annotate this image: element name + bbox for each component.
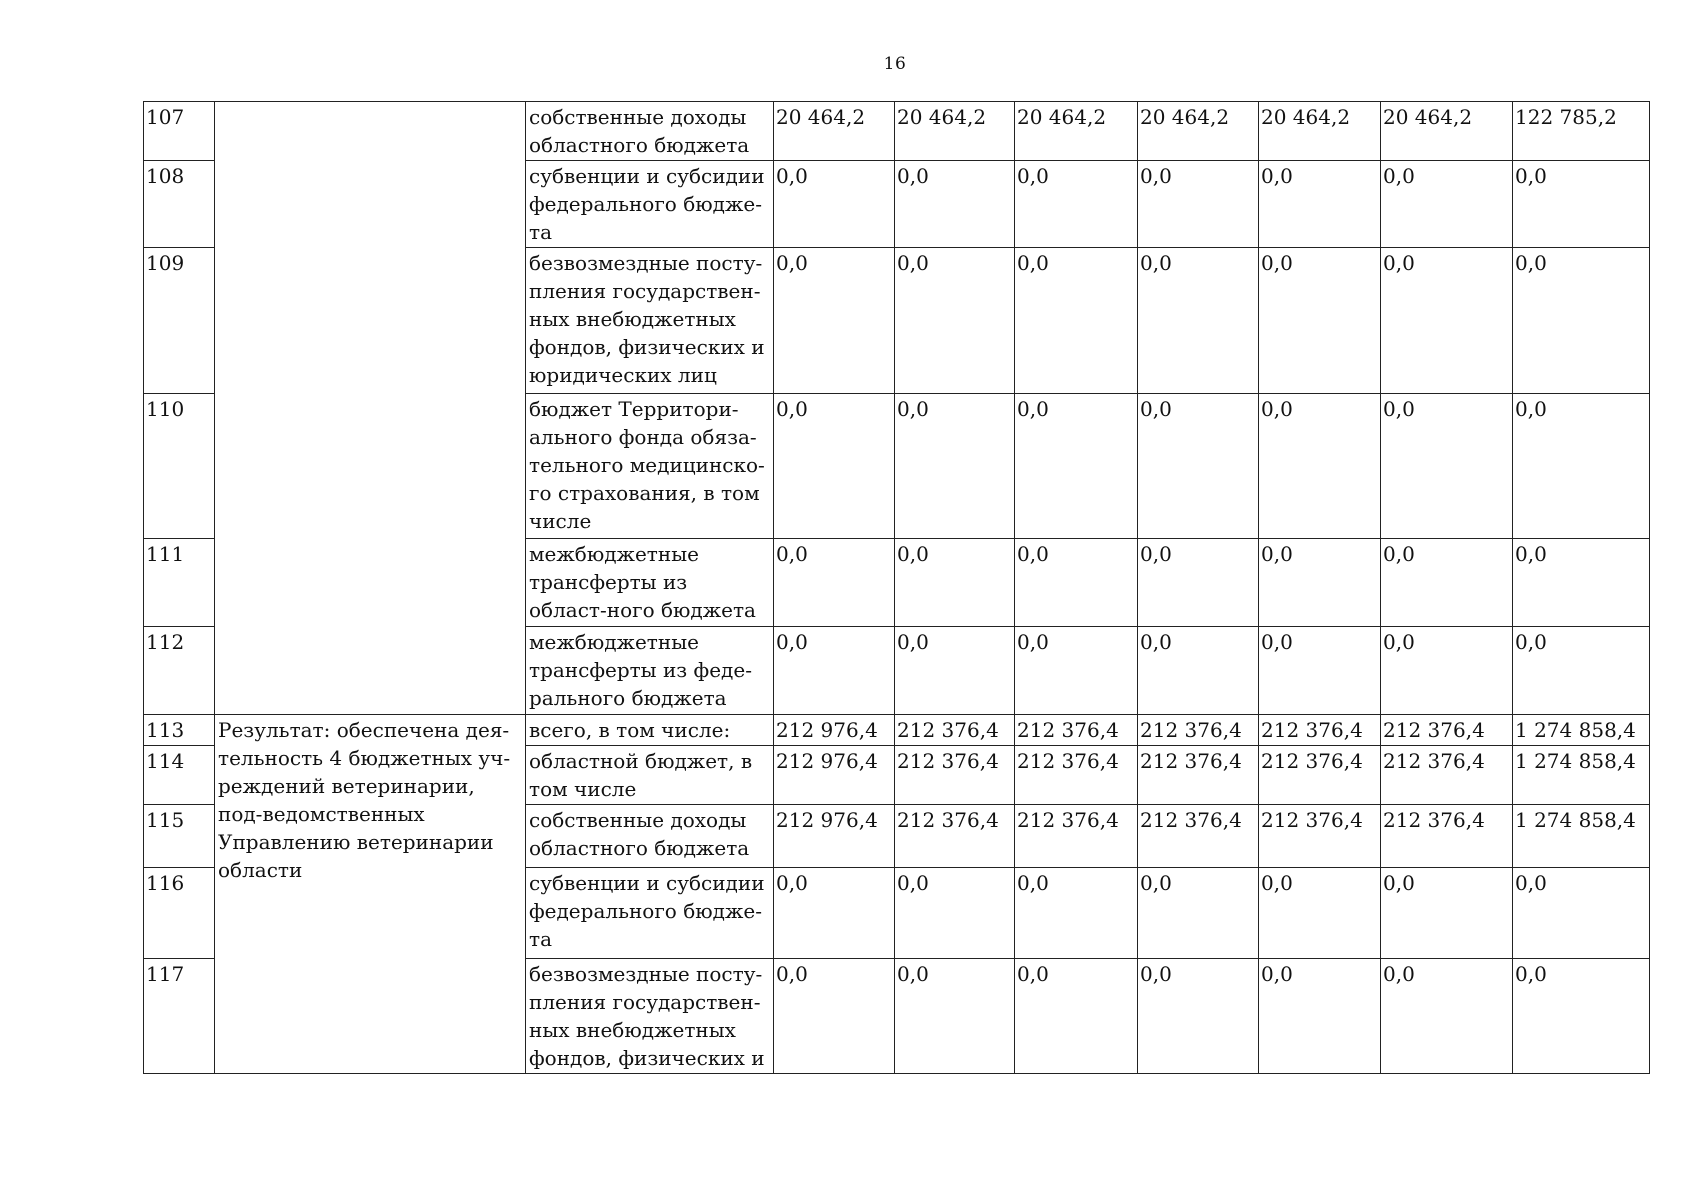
value-cell: 0,0 [1259, 161, 1381, 248]
value-cell: 0,0 [1381, 248, 1513, 394]
value-cell: 20 464,2 [1015, 102, 1138, 161]
value-cell: 212 376,4 [895, 746, 1015, 805]
value-cell: 212 376,4 [1138, 715, 1259, 746]
value-cell: 212 376,4 [1259, 746, 1381, 805]
row-number: 112 [144, 627, 215, 715]
value-cell: 0,0 [895, 959, 1015, 1074]
value-cell: 0,0 [1138, 868, 1259, 959]
value-cell: 212 976,4 [774, 746, 895, 805]
row-description: субвенции и субсидии федерального бюдже-та [526, 868, 774, 959]
row-description: межбюджетные трансферты из феде-рального бюджета [526, 627, 774, 715]
value-cell: 212 976,4 [774, 805, 895, 868]
row-description: собственные доходы областного бюджета [526, 102, 774, 161]
row-number: 115 [144, 805, 215, 868]
value-cell: 0,0 [895, 161, 1015, 248]
row-description: собственные доходы областного бюджета [526, 805, 774, 868]
row-number: 111 [144, 539, 215, 627]
value-cell: 1 274 858,4 [1513, 715, 1650, 746]
value-cell: 0,0 [895, 248, 1015, 394]
value-cell: 0,0 [1513, 394, 1650, 539]
value-cell: 0,0 [1138, 394, 1259, 539]
value-cell: 0,0 [774, 539, 895, 627]
value-cell: 212 376,4 [1138, 805, 1259, 868]
value-cell: 0,0 [1015, 868, 1138, 959]
row-description: бюджет Территори-ального фонда обяза-тельного медицинско-го страхования, в том числе [526, 394, 774, 539]
value-cell: 212 376,4 [895, 715, 1015, 746]
table-row [144, 102, 1650, 161]
value-cell: 0,0 [895, 868, 1015, 959]
value-cell: 20 464,2 [1381, 102, 1513, 161]
result-cell-empty [215, 102, 526, 715]
row-number: 109 [144, 248, 215, 394]
value-cell: 0,0 [1259, 394, 1381, 539]
value-cell: 0,0 [1513, 868, 1650, 959]
row-description: безвозмездные посту-пления государствен-ных внебюджетных фондов, физических и [526, 959, 774, 1074]
value-cell: 20 464,2 [1259, 102, 1381, 161]
value-cell: 0,0 [1138, 248, 1259, 394]
value-cell: 0,0 [895, 539, 1015, 627]
value-cell: 212 376,4 [1138, 746, 1259, 805]
value-cell: 122 785,2 [1513, 102, 1650, 161]
value-cell: 0,0 [1015, 539, 1138, 627]
row-description: всего, в том числе: [526, 715, 774, 746]
row-description: безвозмездные посту-пления государствен-ных внебюджетных фондов, физических и юридических лиц [526, 248, 774, 394]
value-cell: 0,0 [1381, 627, 1513, 715]
row-number: 116 [144, 868, 215, 959]
row-description: межбюджетные трансферты из област-ного бюджета [526, 539, 774, 627]
value-cell: 0,0 [1513, 161, 1650, 248]
value-cell: 0,0 [1381, 959, 1513, 1074]
value-cell: 0,0 [1259, 868, 1381, 959]
value-cell: 0,0 [774, 161, 895, 248]
value-cell: 0,0 [774, 959, 895, 1074]
value-cell: 1 274 858,4 [1513, 805, 1650, 868]
value-cell: 0,0 [1513, 959, 1650, 1074]
value-cell: 0,0 [774, 868, 895, 959]
value-cell: 212 976,4 [774, 715, 895, 746]
value-cell: 0,0 [895, 627, 1015, 715]
row-number: 108 [144, 161, 215, 248]
value-cell: 0,0 [774, 248, 895, 394]
result-description: Результат: обеспечена дея-тельность 4 бюджетных уч-реждений ветеринарии, под-ведомственных Управлению ветеринарии области [215, 715, 526, 1074]
value-cell: 0,0 [1381, 868, 1513, 959]
value-cell: 0,0 [1513, 539, 1650, 627]
row-description: субвенции и субсидии федерального бюдже-та [526, 161, 774, 248]
value-cell: 0,0 [1381, 539, 1513, 627]
budget-table [143, 101, 1650, 1074]
value-cell: 0,0 [1513, 248, 1650, 394]
value-cell: 212 376,4 [1015, 715, 1138, 746]
value-cell: 0,0 [1513, 627, 1650, 715]
value-cell: 212 376,4 [1015, 746, 1138, 805]
value-cell: 0,0 [895, 394, 1015, 539]
value-cell: 212 376,4 [1381, 715, 1513, 746]
value-cell: 0,0 [1259, 248, 1381, 394]
value-cell: 212 376,4 [895, 805, 1015, 868]
value-cell: 212 376,4 [1259, 805, 1381, 868]
value-cell: 0,0 [1138, 539, 1259, 627]
value-cell: 212 376,4 [1259, 715, 1381, 746]
value-cell: 0,0 [1015, 161, 1138, 248]
value-cell: 0,0 [1259, 627, 1381, 715]
value-cell: 1 274 858,4 [1513, 746, 1650, 805]
value-cell: 0,0 [1259, 539, 1381, 627]
value-cell: 0,0 [1381, 394, 1513, 539]
value-cell: 212 376,4 [1381, 746, 1513, 805]
value-cell: 0,0 [774, 627, 895, 715]
row-number: 107 [144, 102, 215, 161]
row-number: 110 [144, 394, 215, 539]
value-cell: 0,0 [1259, 959, 1381, 1074]
value-cell: 0,0 [1015, 627, 1138, 715]
value-cell: 0,0 [1015, 248, 1138, 394]
value-cell: 20 464,2 [774, 102, 895, 161]
row-number: 114 [144, 746, 215, 805]
value-cell: 212 376,4 [1381, 805, 1513, 868]
value-cell: 212 376,4 [1015, 805, 1138, 868]
value-cell: 0,0 [774, 394, 895, 539]
row-description: областной бюджет, в том числе [526, 746, 774, 805]
value-cell: 0,0 [1138, 959, 1259, 1074]
value-cell: 0,0 [1015, 394, 1138, 539]
value-cell: 0,0 [1015, 959, 1138, 1074]
table-row [144, 715, 1650, 746]
value-cell: 0,0 [1138, 161, 1259, 248]
value-cell: 20 464,2 [1138, 102, 1259, 161]
value-cell: 20 464,2 [895, 102, 1015, 161]
value-cell: 0,0 [1138, 627, 1259, 715]
value-cell: 0,0 [1381, 161, 1513, 248]
row-number: 117 [144, 959, 215, 1074]
page-number: 16 [883, 54, 907, 74]
row-number: 113 [144, 715, 215, 746]
